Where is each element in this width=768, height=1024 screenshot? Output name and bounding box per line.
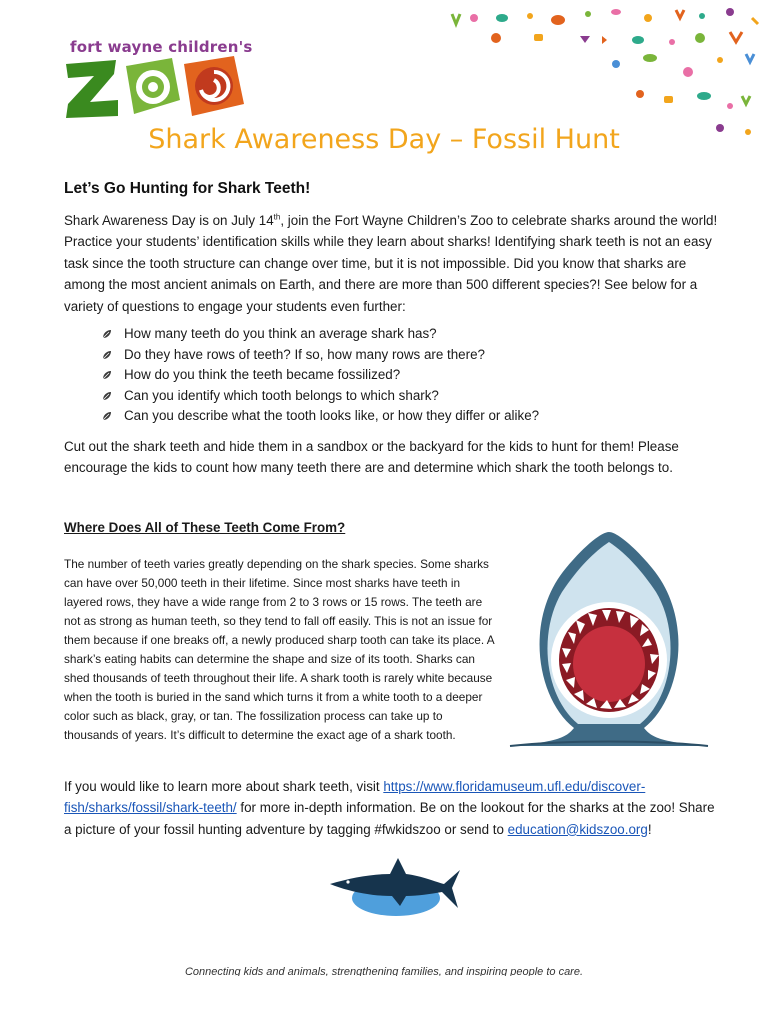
activity-paragraph: Cut out the shark teeth and hide them in a sandbox or the backyard for the kids to hunt for them! Please encourage the kids to count how many teeth there are and determine which shark the tooth belongs to. <box>64 439 679 476</box>
zoo-logo <box>64 38 253 120</box>
footer-tagline: Connecting kids and animals, strengthening families, and inspiring people to care. <box>184 966 584 976</box>
list-item: How do you think the teeth became fossilized? <box>102 365 539 386</box>
intro-paragraph: Shark Awareness Day is on July 14th, join the Fort Wayne Children’s Zoo to celebrate sharks around the world! Practice your students’ identification skills while they learn about sharks! Identifying shark teeth is not an easy task since the tooth structure can change over time, but it is not impossible. Did you know that sharks are among the most ancient animals on Earth, and there are more than 500 different species?! See below for a variety of questions to engage your students even further: <box>64 212 718 314</box>
subheading: Let’s Go Hunting for Shark Teeth! <box>64 180 311 197</box>
zoo-wordmark-graphic <box>64 54 246 120</box>
leaf-bullet-icon <box>102 391 112 401</box>
list-item: How many teeth do you think an average shark has? <box>102 324 539 345</box>
shark-silhouette-icon <box>326 854 462 920</box>
closing-paragraph: If you would like to learn more about shark teeth, visit https://www.floridamuseum.ufl.edu/discover-fish/sharks/fossil/shark-teeth/ for more in-depth information. Be on the lookout for the sharks at the zoo! Share a picture of your fossil hunting adventure by tagging #fwkidszoo or send to education@kidszoo.org! <box>64 779 715 837</box>
leaf-bullet-icon <box>102 329 112 339</box>
page-title: Shark Awareness Day – Fossil Hunt <box>148 124 620 155</box>
leaf-bullet-icon <box>102 350 112 360</box>
leaf-bullet-icon <box>102 411 112 421</box>
section-heading: Where Does All of These Teeth Come From? <box>64 520 346 535</box>
logo-top-text: fort wayne children's <box>70 38 253 56</box>
teeth-info-paragraph: The number of teeth varies greatly depending on the shark species. Some sharks can have over 50,000 teeth in their lifetime. Since most sharks have teeth in layered rows, they have a wide range from 2 to 3 rows or 15 rows. The teeth are not as strong as human teeth, so they tend to fall off easily. This is not an issue for them because if one breaks off, a newly produced sharp tooth can take its place. A shark’s eating habits can determine the shape and size of its tooth. Sharks can shed thousands of teeth throughout their life. A shark tooth is rarely white because when the tooth is buried in the sand which turns it from a white tooth to a deeper color such as black, gray, or tan. The fossilization process can take up to thousands of years. It’s difficult to determine the exact age of a shark tooth. <box>64 557 494 743</box>
list-item: Do they have rows of teeth? If so, how many rows are there? <box>102 345 539 366</box>
florida-museum-link[interactable]: https://www.floridamuseum.ufl.edu/discover-fish/sharks/fossil/shark-teeth/ <box>64 779 646 816</box>
leaf-bullet-icon <box>102 370 112 380</box>
shark-mouth-illustration <box>506 528 712 754</box>
date-superscript: th <box>273 212 281 222</box>
list-item: Can you identify which tooth belongs to which shark? <box>102 386 539 407</box>
list-item: Can you describe what the tooth looks like, or how they differ or alike? <box>102 406 539 427</box>
email-link[interactable]: education@kidszoo.org <box>507 821 648 837</box>
question-list <box>102 324 539 427</box>
